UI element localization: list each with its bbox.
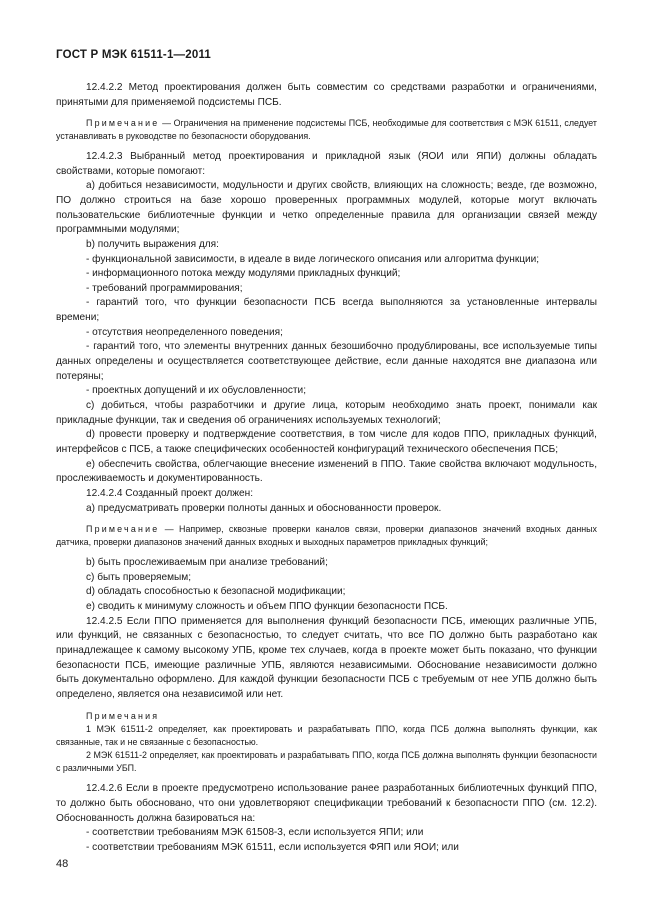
list-item-e: e) обеспечить свойства, облегчающие внесение изменений в ППО. Такие свойства включают модульность, прослеживаемость и документированность.: [56, 458, 597, 485]
list-item-b-2: - информационного потока между модулями прикладных функций;: [86, 268, 401, 280]
list-item-b-5: - отсутствия неопределенного поведения;: [86, 326, 283, 338]
note-2-label: Примечание: [86, 524, 160, 535]
list-item-2-e: e) сводить к минимуму сложность и объем ППО функции безопасности ПСБ.: [86, 600, 448, 612]
note-item-1: 1 МЭК 61511-2 определяет, как проектировать и разрабатывать ППО, когда ПСБ должна выполнять функции, как связанные, так и не связанные с безопасностью.: [56, 724, 597, 748]
paragraph-12-4-2-4: 12.4.2.4 Созданный проект должен:: [86, 488, 254, 499]
note-1-label: Примечание: [86, 118, 160, 129]
note-item-2: 2 МЭК 61511-2 определяет, как проектировать и разрабатывать ППО, когда ПСБ должна выполнять функции безопасности с различными УБП.: [56, 749, 597, 773]
list-item-b-3: - требований программирования;: [86, 282, 243, 294]
list-item-3-2: - соответствии требованиям МЭК 61511, если используется ФЯП или ЯОИ; или: [86, 842, 459, 854]
list-item-3-1: - соответствии требованиям МЭК 61508-3, если используется ЯПИ; или: [86, 827, 424, 839]
note-2-text: — Например, сквозные проверки каналов связи, проверки диапазонов значений входных данных датчика, проверки диапазонов значений данных входных и выходных параметров прикладных функций;: [56, 524, 597, 548]
paragraph-12-4-2-5: 12.4.2.5 Если ППО применяется для выполнения функций безопасности ПСБ, имеющих различные УПБ, или функций, не связанных с безопасностью, то следует считать, что все ПО должно быть разработано как принадлежащее к самому высокому УПБ, кроме тех случаев, когда в проекте может быть показано, что функции безопасности ПСБ, имеющие различные УПБ, являются независимыми. Обоснование независимости должно быть документально оформлено. Для каждой функции безопасности ПСБ с требуемым от нее УПБ должно быть определено, является она независимой или нет.: [56, 615, 597, 700]
list-item-2-a: a) предусматривать проверки полноты данных и обоснованности проверок.: [86, 502, 442, 514]
list-item-a: a) добиться независимости, модульности и других свойств, влияющих на сложность; везде, где возможно, ПО должно строиться на базе хорошо проверенных программных модулей, которые могут включать пользовательские библиотечные функции и четко определенные правила для организации связей между программными модулями;: [56, 180, 597, 236]
list-item-b-4: - гарантий того, что функции безопасности ПСБ всегда выполняются за установленные интервалы времени;: [56, 297, 597, 324]
note-1-text: — Ограничения на применение подсистемы ПСБ, необходимые для соответствия с МЭК 61511, следует устанавливать в руководстве по безопасности оборудования.: [56, 118, 597, 142]
note-2: [56, 523, 597, 549]
paragraph-12-4-2-2: 12.4.2.2 Метод проектирования должен быть совместим со средствами разработки и ограничениями, принятыми для применяемой подсистемы ПСБ.: [56, 82, 597, 108]
list-item-b-6: - гарантий того, что элементы внутренних данных безошибочно продублированы, все используемые типы данных определены и осуществляется соответствующее действие, если данные находятся вне диапазона или потеряны;: [56, 341, 597, 382]
page-number: 48: [56, 858, 69, 870]
paragraph-12-4-2-3: 12.4.2.3 Выбранный метод проектирования и прикладной язык (ЯОИ или ЯПИ) должны обладать свойствами, которые помогают:: [56, 150, 597, 177]
paragraph-12-4-2-6: 12.4.2.6 Если в проекте предусмотрено использование ранее разработанных библиотечных функций ППО, то должно быть обосновано, что они удовлетворяют спецификации требований к безопасности ППО (см. 12.2). Обоснованность должна базироваться на:: [56, 783, 597, 824]
list-item-b: b) получить выражения для:: [86, 238, 219, 250]
list-item-d: d) провести проверку и подтверждение соответствия, в том числе для кодов ППО, прикладных функций, интерфейсов с ПСБ, а также специфических особенностей конфигураций технического обеспечения ПСБ;: [56, 429, 597, 456]
document-body: [56, 81, 597, 856]
note-1: [56, 117, 597, 143]
list-item-b-7: - проектных допущений и их обусловленности;: [86, 385, 306, 397]
list-item-2-d: d) обладать способностью к безопасной модификации;: [86, 586, 346, 598]
list-item-2-c: c) быть проверяемым;: [86, 571, 192, 583]
notes-label: Примечания: [86, 711, 160, 722]
list-item-b-1: - функциональной зависимости, в идеале в виде логического описания или алгоритма функции;: [86, 253, 540, 265]
list-item-2-b: b) быть прослеживаемым при анализе требований;: [86, 556, 328, 568]
list-item-c: c) добиться, чтобы разработчики и другие лица, которым необходимо знать проект, понимали как прикладные функции, так и сведения об ограничениях используемых технологий;: [56, 400, 597, 426]
standard-header: ГОСТ Р МЭК 61511-1—2011: [56, 49, 212, 61]
